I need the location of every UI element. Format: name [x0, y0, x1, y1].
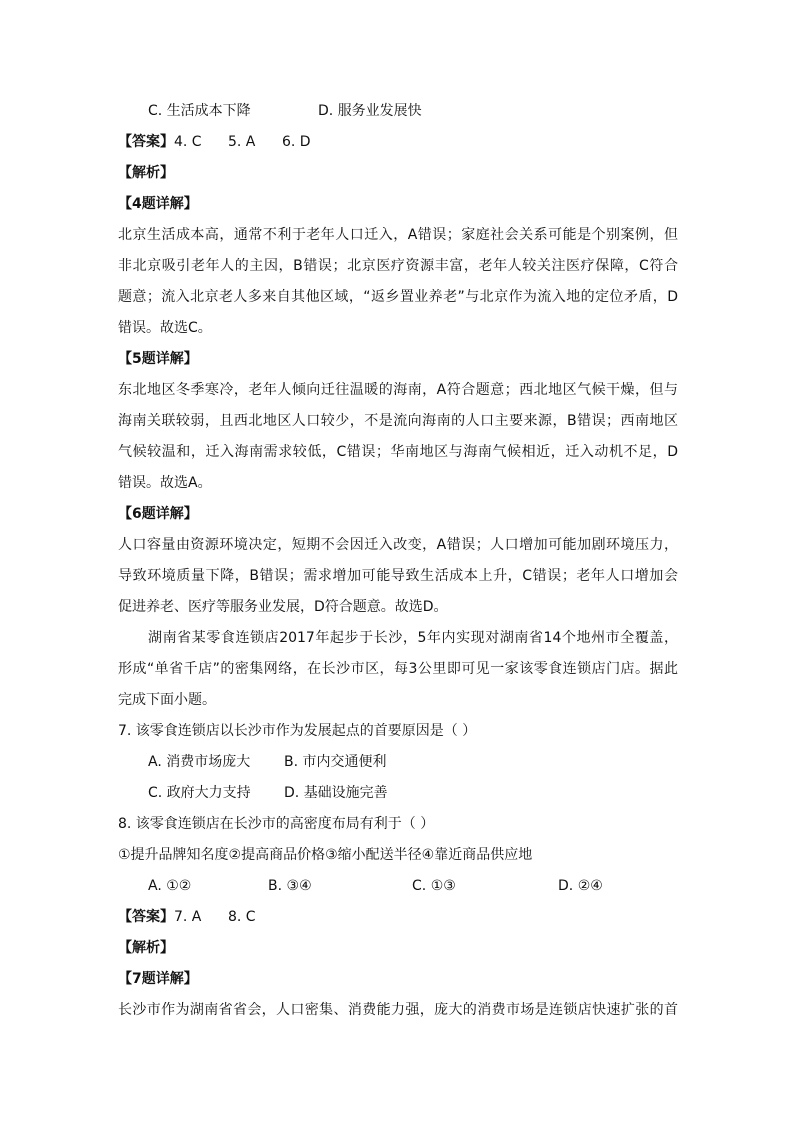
- option-d: D. 基础设施完善: [284, 785, 388, 801]
- option-d: D. ②④: [558, 878, 603, 894]
- material-paragraph: 湖南省某零食连锁店2017年起步于长沙，5年内实现对湖南省14个地州市全覆盖， 形成“单省千店”的密集网络，在长沙市区，每3公里即可见一家该零食连锁店门店。据此 完成下面小题。: [118, 630, 678, 708]
- analysis-heading-1: 【解析】: [118, 165, 174, 181]
- option-a: A. ①②: [148, 878, 192, 894]
- detail-5-text: 东北地区冬季寒冷，老年人倾向迁往温暖的海南，A符合题意；西北地区气候干燥，但与 海南关联较弱，且西北地区人口较少，不是流向海南的人口主要来源，B错误；西南地区 气候较温和，迁入海南需求较低，C错误；华南地区与海南气候相近，迁入动机不足，D 错误。故选A。: [118, 382, 678, 491]
- option-b: B. ③④: [268, 878, 312, 894]
- option-c: C. 政府大力支持: [148, 785, 251, 801]
- detail-6-text: 人口容量由资源环境决定，短期不会因迁入改变，A错误；人口增加可能加剧环境压力， 导致环境质量下降，B错误；需求增加可能导致生活成本上升，C错误；老年人口增加会 促进养老、医疗等服务业发展，D符合题意。故选D。: [118, 537, 678, 615]
- detail-4-title: 【4题详解】: [118, 196, 198, 212]
- answer-line-2: 【答案】7. A 8. C: [118, 909, 256, 925]
- detail-4-text: 北京生活成本高，通常不利于老年人口迁入，A错误；家庭社会关系可能是个别案例，但 非北京吸引老年人的主因，B错误；北京医疗资源丰富，老年人较关注医疗保障，C符合 题意；流入北京老人多来自其他区域，“返乡置业养老”与北京作为流入地的定位矛盾，D 错误。故选C。: [118, 227, 678, 336]
- option-a: A. 消费市场庞大: [148, 754, 251, 770]
- detail-7-title: 【7题详解】: [118, 971, 198, 987]
- detail-7-text: 长沙市作为湖南省省会，人口密集、消费能力强，庞大的消费市场是连锁店快速扩张的首: [118, 1002, 678, 1018]
- q7-stem: 7. 该零食连锁店以长沙市作为发展起点的首要原因是（ ）: [118, 723, 477, 739]
- q7-options-row-2: [118, 778, 678, 809]
- q8-options-row: [118, 871, 678, 902]
- document-page: [118, 96, 678, 1026]
- q8-items: ①提升品牌知名度②提高商品价格③缩小配送半径④靠近商品供应地: [118, 847, 533, 863]
- q6-options-row: [118, 96, 678, 127]
- answer-line-1: 【答案】4. C 5. A 6. D: [118, 134, 311, 150]
- option-c: C. ①③: [412, 878, 456, 894]
- q8-stem: 8. 该零食连锁店在长沙市的高密度布局有利于（ ）: [118, 816, 435, 832]
- option-b: B. 市内交通便利: [284, 754, 387, 770]
- q7-options-row-1: [118, 747, 678, 778]
- option-c: C. 生活成本下降: [148, 103, 251, 119]
- option-d: D. 服务业发展快: [318, 103, 422, 119]
- detail-5-title: 【5题详解】: [118, 351, 198, 367]
- analysis-heading-2: 【解析】: [118, 940, 174, 956]
- detail-6-title: 【6题详解】: [118, 506, 198, 522]
